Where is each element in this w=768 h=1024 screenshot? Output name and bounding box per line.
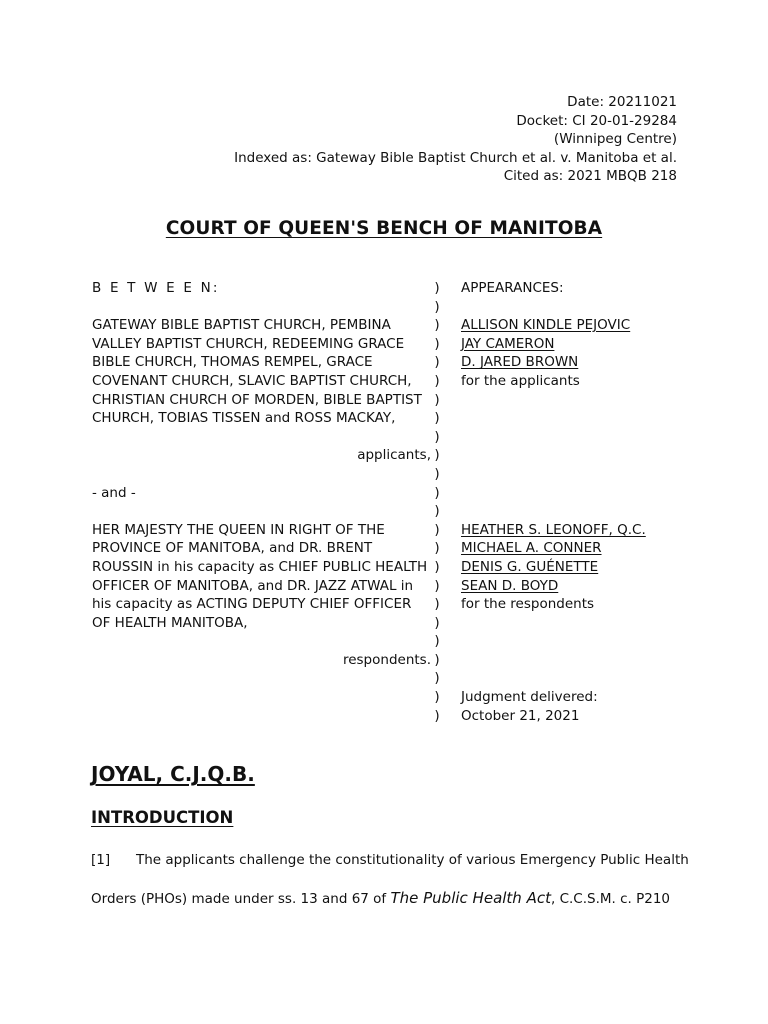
paragraph-line — [91, 889, 691, 907]
respondent-line: OF HEALTH MANITOBA, — [92, 614, 248, 631]
header-docket: Docket: CI 20-01-29284 — [516, 112, 677, 129]
paren: ) — [434, 558, 440, 575]
applicant-counsel-name: ALLISON KINDLE PEJOVIC — [461, 317, 631, 334]
paren: ) — [434, 317, 440, 334]
applicant-line: BIBLE CHURCH, THOMAS REMPEL, GRACE — [92, 354, 373, 371]
cause-row — [92, 558, 692, 577]
paren: ) — [434, 670, 440, 687]
respondent-line: HER MAJESTY THE QUEEN IN RIGHT OF THE — [92, 521, 385, 538]
cause-row — [92, 335, 692, 354]
applicant-line: GATEWAY BIBLE BAPTIST CHURCH, PEMBINA — [92, 317, 391, 334]
cause-row — [92, 521, 692, 540]
cause-row — [92, 484, 692, 503]
cause-row — [92, 409, 692, 428]
paragraph-number: [1] — [91, 852, 111, 868]
cause-row — [92, 391, 692, 410]
appearances-label: APPEARANCES: — [461, 280, 564, 296]
respondent-line: OFFICER OF MANITOBA, and DR. JAZZ ATWAL in — [92, 577, 414, 594]
header-centre: (Winnipeg Centre) — [553, 131, 677, 148]
paren: ) — [434, 280, 440, 296]
paragraph-text: , C.C.S.M. c. P210 — [550, 891, 671, 907]
cause-row — [92, 577, 692, 596]
cause-row — [92, 353, 692, 372]
paren: ) — [434, 391, 440, 408]
paren: ) — [434, 614, 440, 631]
respondent-line: ROUSSIN in his capacity as CHIEF PUBLIC HEALTH — [92, 558, 428, 575]
paren: ) — [434, 689, 440, 706]
applicant-line: CHRISTIAN CHURCH OF MORDEN, BIBLE BAPTIST — [92, 391, 422, 408]
paren: ) — [434, 354, 440, 371]
applicants-role: applicants, — [357, 447, 431, 464]
paren: ) — [434, 484, 440, 501]
applicant-counsel-note: for the applicants — [461, 372, 580, 389]
cause-row — [92, 707, 692, 726]
between-label: B E T W E E N: — [92, 280, 220, 296]
paren: ) — [434, 596, 440, 613]
cause-row — [92, 316, 692, 335]
cause-row — [92, 446, 692, 465]
section-heading: INTRODUCTION — [91, 808, 234, 827]
paren: ) — [434, 465, 440, 482]
cause-row — [92, 279, 692, 298]
paragraph-text: Orders (PHOs) made under ss. 13 and 67 of — [91, 891, 391, 907]
cause-row — [92, 539, 692, 558]
header-indexed-as: Indexed as: Gateway Bible Baptist Church et al. v. Manitoba et al. — [234, 149, 677, 166]
respondent-counsel-name: DENIS G. GUÉNETTE — [461, 558, 599, 575]
paren: ) — [434, 503, 440, 520]
cause-row — [92, 372, 692, 391]
paragraph-line — [91, 852, 691, 868]
paren: ) — [434, 447, 440, 464]
act-title: The Public Health Act — [390, 889, 551, 907]
cause-row — [92, 465, 692, 484]
judgment-delivered-label: Judgment delivered: — [461, 689, 598, 706]
applicant-counsel-name: D. JARED BROWN — [461, 354, 579, 371]
cause-row — [92, 502, 692, 521]
paren: ) — [434, 540, 440, 557]
paren: ) — [434, 298, 440, 315]
header-date: Date: 20211021 — [567, 94, 677, 110]
paren: ) — [434, 372, 440, 389]
applicant-line: VALLEY BAPTIST CHURCH, REDEEMING GRACE — [92, 335, 405, 352]
respondent-counsel-name: SEAN D. BOYD — [461, 577, 559, 594]
court-title: COURT OF QUEEN'S BENCH OF MANITOBA — [165, 218, 603, 239]
respondent-line: PROVINCE OF MANITOBA, and DR. BRENT — [92, 540, 373, 557]
cause-row — [92, 651, 692, 670]
cause-row — [92, 632, 692, 651]
header-cited-as: Cited as: 2021 MBQB 218 — [503, 168, 677, 185]
paren: ) — [434, 651, 440, 668]
paren: ) — [434, 633, 440, 650]
judge-name: JOYAL, C.J.Q.B. — [91, 762, 255, 786]
applicant-line: CHURCH, TOBIAS TISSEN and ROSS MACKAY, — [92, 410, 396, 427]
document-header — [234, 93, 677, 186]
style-of-cause — [92, 279, 692, 725]
paren: ) — [434, 521, 440, 538]
respondent-counsel-note: for the respondents — [461, 596, 595, 613]
and-separator: - and - — [92, 484, 136, 501]
applicant-line: COVENANT CHURCH, SLAVIC BAPTIST CHURCH, — [92, 372, 412, 389]
respondent-counsel-name: MICHAEL A. CONNER — [461, 540, 602, 557]
applicant-counsel-name: JAY CAMERON — [461, 335, 555, 352]
paren: ) — [434, 335, 440, 352]
judgment-delivered-date: October 21, 2021 — [461, 707, 580, 724]
paren: ) — [434, 707, 440, 724]
paren: ) — [434, 577, 440, 594]
cause-row — [92, 428, 692, 447]
respondent-counsel-name: HEATHER S. LEONOFF, Q.C. — [461, 521, 646, 538]
cause-row — [92, 595, 692, 614]
cause-row — [92, 298, 692, 317]
cause-row — [92, 669, 692, 688]
cause-row — [92, 688, 692, 707]
paren: ) — [434, 410, 440, 427]
respondents-role: respondents. — [342, 651, 431, 668]
respondent-line: his capacity as ACTING DEPUTY CHIEF OFFICER — [92, 596, 412, 613]
paren: ) — [434, 428, 440, 445]
cause-row — [92, 614, 692, 633]
paragraph-text: The applicants challenge the constitutionality of various Emergency Public Health — [136, 852, 689, 868]
